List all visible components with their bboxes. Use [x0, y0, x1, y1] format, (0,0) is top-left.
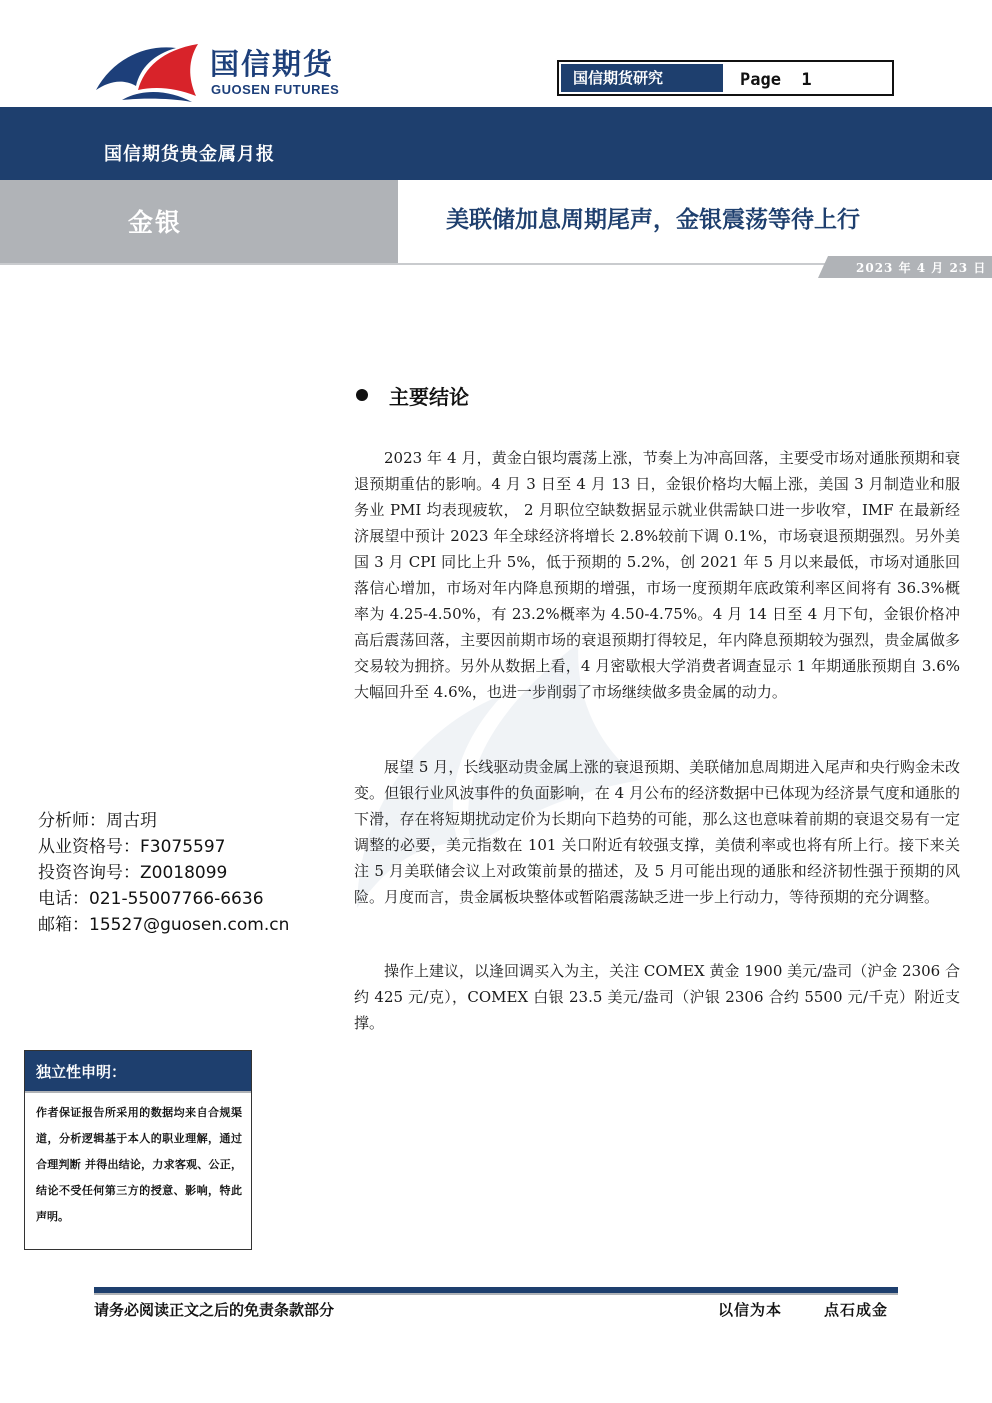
report-type: 国信期货贵金属月报	[104, 144, 275, 165]
analyst-phone: 电话：021-55007766-6636	[38, 889, 264, 909]
footer-slogan-2: 点石成金	[824, 1301, 889, 1319]
footer-slogan-1: 以信为本	[718, 1301, 783, 1319]
strategy-paragraph: 操作上建议，以逢回调买入为主，关注 COMEX 黄金 1900 美元/盎司（沪金 2306 合约 425 元/克），COMEX 白银 23.5 美元/盎司（沪银 2306 合约 5500 元/千克）附近支撑。	[354, 962, 960, 1032]
logo-chinese-name: 国信期货	[210, 47, 335, 81]
section-heading: 主要结论	[389, 385, 469, 409]
category-band	[0, 180, 398, 263]
analyst-qualification: 从业资格号：F3075597	[38, 837, 226, 857]
category-label: 金银	[128, 208, 183, 237]
report-title: 美联储加息周期尾声，金银震荡等待上行	[446, 206, 860, 233]
independence-title: 独立性申明：	[36, 1063, 127, 1081]
research-label: 国信期货研究	[561, 64, 723, 92]
guosen-logo-icon	[92, 38, 204, 104]
analyst-email: 邮箱：15527@guosen.com.cn	[38, 915, 290, 935]
page-number: Page 1	[740, 70, 812, 90]
analyst-info	[38, 808, 289, 938]
report-date: 2023 年 4 月 23 日	[856, 261, 987, 275]
footer-disclaimer: 请务必阅读正文之后的免责条款部分	[94, 1301, 335, 1319]
conclusion-paragraph: 2023 年 4 月，黄金白银均震荡上涨，节奏上为冲高回落，主要受市场对通胀预期和衰退预期重估的影响。4 月 3 日至 4 月 13 日，金银价格均大幅上涨，美国 3 月制造业和服务业 PMI 均表现疲软， 2 月职位空缺数据显示就业供需缺口进一步收窄，IMF 在最新经济展望中预计 2023 年全球经济将增长 2.8%较前下调 0.1%，市场衰退预期强烈。另外美国 3 月 CPI 同比上升 5%，低于预期的 5.2%，创 2021 年 5 月以来最低，市场对通胀回落信心增加，市场对年内降息预期的增强，市场一度预期年底政策利率区间将有 36.3%概率为 4.25-4.50%，有 23.2%概率为 4.50-4.75%。4 月 14 日至 4 月下旬，金银价格冲高后震荡回落，主要因前期市场的衰退预期打得较足，年内降息预期较为强烈，贵金属做多交易较为拥挤。另外从数据上看，4 月密歇根大学消费者调查显示 1 年期通胀预期自 3.6%大幅回升至 4.6%，也进一步削弱了市场继续做多贵金属的动力。	[354, 449, 960, 701]
analyst-consult-number: 投资咨询号：Z0018099	[38, 863, 228, 883]
independence-text: 作者保证报告所采用的数据均来自合规渠道，分析逻辑基于本人的职业理解，通过合理判断 并得出结论，力求客观、公正，结论不受任何第三方的授意、影响，特此声明。	[36, 1106, 242, 1223]
independence-divider	[25, 1091, 251, 1093]
outlook-paragraph: 展望 5 月，长线驱动贵金属上涨的衰退预期、美联储加息周期进入尾声和央行购金未改变。但银行业风波事件的负面影响，在 4 月公布的经济数据中已体现为经济景气度和通胀的下滑，存在将短期扰动定价为长期向下趋势的可能，那么这也意味着前期的衰退交易有一定调整的必要，美元指数在 101 关口附近有较强支撑，美债利率或也将有所上行。接下来关注 5 月美联储会议上对政策前景的描述，及 5 月可能出现的通胀和经济韧性强于预期的风险。月度而言，贵金属板块整体或暂陷震荡缺乏进一步上行动力，等待预期的充分调整。	[354, 758, 960, 906]
analyst-name: 分析师：周古玥	[38, 811, 157, 831]
logo-english-name: GUOSEN FUTURES	[211, 82, 340, 97]
section-bullet-icon	[356, 389, 368, 401]
footer-divider-gray	[94, 1293, 898, 1295]
